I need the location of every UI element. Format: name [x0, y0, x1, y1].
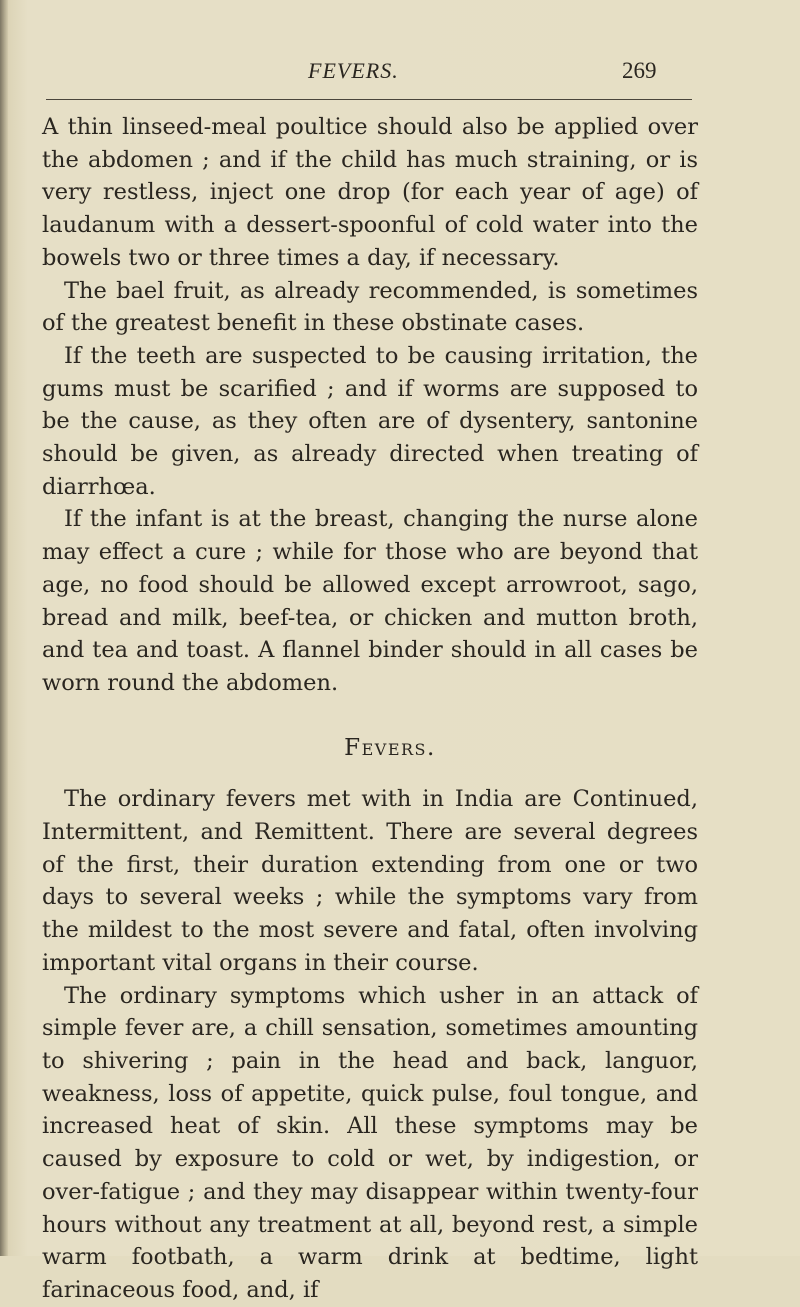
- body-text: [42, 111, 698, 1307]
- paragraph: The ordinary fevers met with in India are Continued, Intermittent, and Remittent. There are several degrees of the first, their duration extending from one or two days to several weeks ; while the symptoms vary from the mildest to the most severe and fatal, often involving important vital organs in their course.: [42, 786, 698, 976]
- running-title: FEVERS.: [308, 58, 399, 83]
- paragraph: If the infant is at the breast, changing the nurse alone may effect a cure ; while for those who are beyond that age, no food should be allowed except arrowroot, sago, bread and milk, beef-tea, or chicken and mutton broth, and tea and toast. A flannel binder should in all cases be worn round the abdomen.: [42, 506, 698, 696]
- paragraph: A thin linseed-meal poultice should also be applied over the abdomen ; and if the child has much straining, or is very restless, inject one drop (for each year of age) of laudanum with a dessert-spoonful of cold water into the bowels two or three times a day, if necessary.: [42, 114, 698, 271]
- running-head: [0, 58, 800, 92]
- paragraph: If the teeth are suspected to be causing irritation, the gums must be scarified ; and if worms are supposed to be the cause, as they often are of dysentery, santonine should be given, as already directed when treating of diarrhœa.: [42, 342, 698, 500]
- paragraph: The bael fruit, as already recommended, is sometimes of the greatest benefit in these obstinate cases.: [42, 277, 698, 337]
- paragraph: The ordinary symptoms which usher in an attack of simple fever are, a chill sensation, sometimes amounting to shivering ; pain in the head and back, languor, weakness, loss of appetite, quick pulse, foul tongue, and increased heat of skin. All these symptoms may be caused by exposure to cold or wet, by indigestion, or over-fatigue ; and they may disappear within twenty-four hours without any treatment at all, beyond rest, a simple warm footbath, a warm drink at bedtime, light farinaceous food, and, if: [42, 982, 698, 1303]
- section-heading: Fevers.: [344, 734, 436, 761]
- binding-gutter: [0, 0, 8, 1256]
- header-rule: [46, 99, 692, 100]
- page-number: 269: [622, 58, 657, 83]
